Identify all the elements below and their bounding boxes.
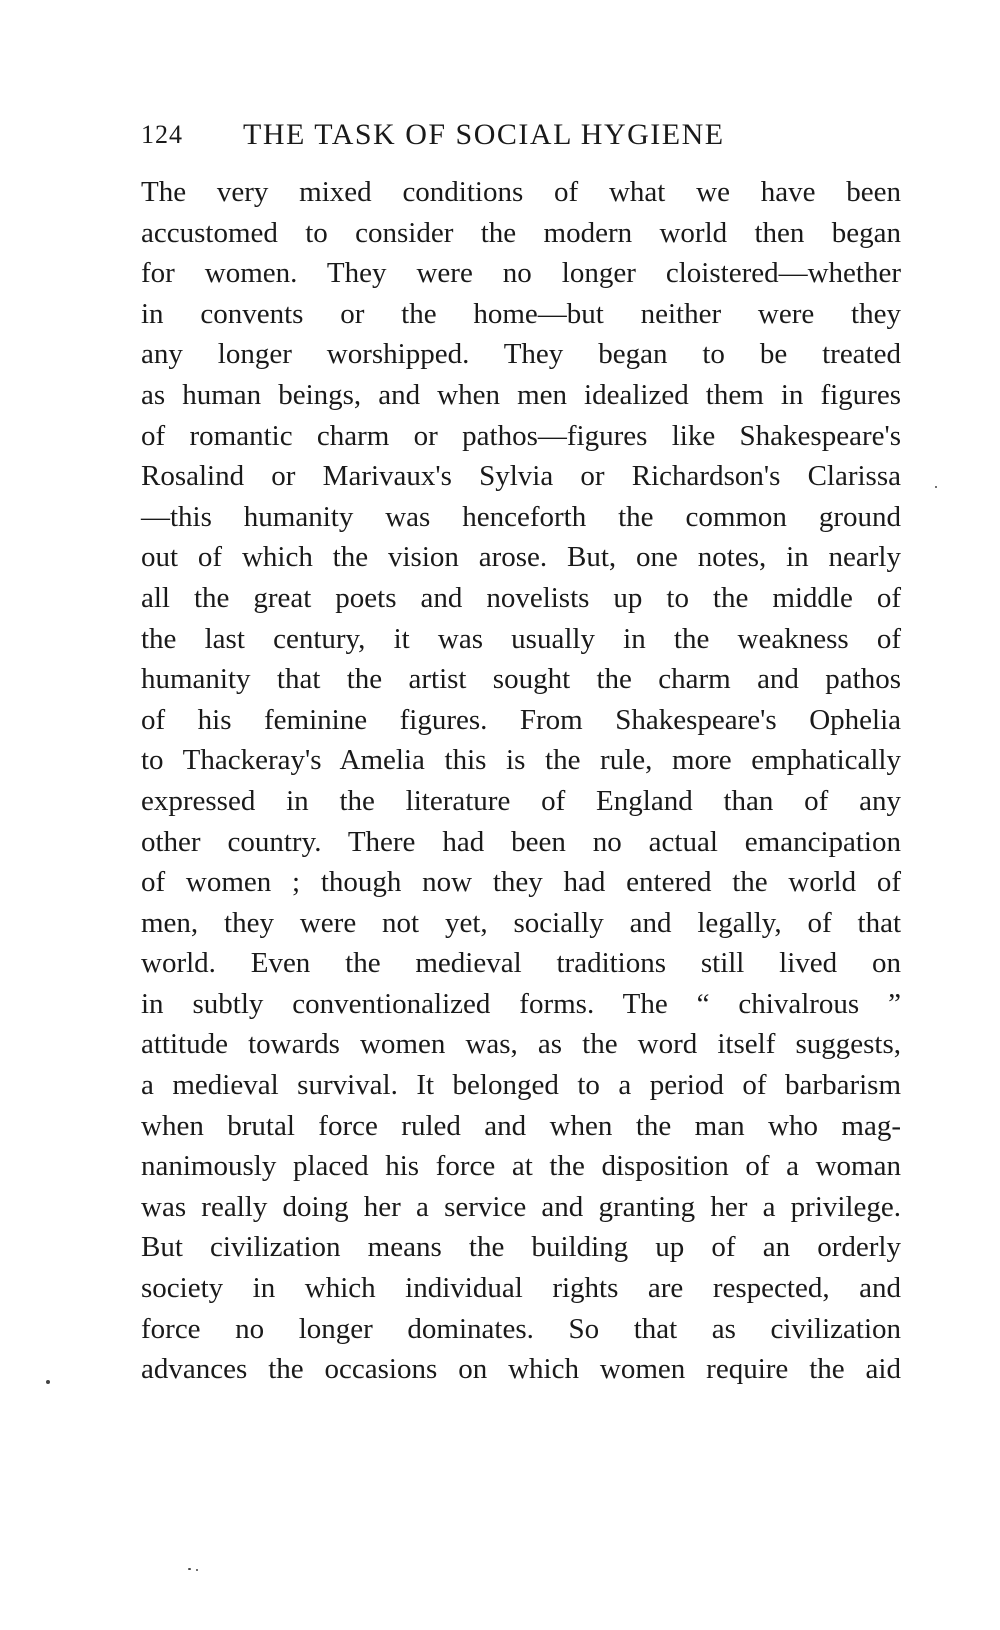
- text-line: accustomed to consider the modern world then began: [141, 216, 901, 249]
- scan-speck: [188, 1568, 191, 1570]
- text-line: of romantic charm or pathos—figures like Shakespeare's: [141, 419, 901, 452]
- text-line: But civilization means the building up of an orderly: [141, 1231, 901, 1264]
- text-line: any longer worshipped. They began to be treated: [141, 338, 901, 371]
- text-line: expressed in the literature of England than of any: [141, 784, 901, 817]
- text-line: of his feminine figures. From Shakespeare's Ophelia: [141, 703, 901, 736]
- text-line: attitude towards women was, as the word itself suggests,: [141, 1028, 901, 1061]
- text-line: —this humanity was henceforth the common ground: [141, 500, 901, 533]
- scan-speck: [196, 1569, 198, 1571]
- text-line: to Thackeray's Amelia this is the rule, more emphatically: [141, 744, 901, 777]
- text-line: in convents or the home—but neither were they: [141, 297, 901, 330]
- text-line: The very mixed conditions of what we have been: [141, 176, 901, 208]
- text-line: advances the occasions on which women require the aid: [141, 1353, 901, 1386]
- text-line: when brutal force ruled and when the man who mag-: [141, 1109, 901, 1142]
- text-line: world. Even the medieval traditions still lived on: [141, 947, 901, 980]
- text-line: in subtly conventionalized forms. The “ chivalrous ”: [141, 987, 901, 1020]
- scan-speck: [935, 486, 937, 488]
- body-text: [141, 172, 901, 1390]
- text-line: a medieval survival. It belonged to a period of barbarism: [141, 1069, 901, 1102]
- text-line: humanity that the artist sought the charm and pathos: [141, 663, 901, 696]
- text-line: all the great poets and novelists up to the middle of: [141, 581, 901, 614]
- text-line: of women ; though now they had entered the world of: [141, 866, 901, 899]
- running-head: [141, 118, 901, 158]
- text-line: Rosalind or Marivaux's Sylvia or Richardson's Clarissa: [141, 460, 901, 493]
- running-title: THE TASK OF SOCIAL HYGIENE: [243, 118, 725, 151]
- scan-speck: [46, 1380, 50, 1384]
- text-line: force no longer dominates. So that as civilization: [141, 1312, 901, 1345]
- text-line: was really doing her a service and granting her a privilege.: [141, 1190, 901, 1223]
- page-number: 124: [141, 120, 183, 149]
- text-line: the last century, it was usually in the weakness of: [141, 622, 901, 655]
- text-line: out of which the vision arose. But, one notes, in nearly: [141, 541, 901, 574]
- text-line: society in which individual rights are respected, and: [141, 1272, 901, 1305]
- text-line: other country. There had been no actual emancipation: [141, 825, 901, 858]
- text-line: nanimously placed his force at the disposition of a woman: [141, 1150, 901, 1183]
- text-line: men, they were not yet, socially and legally, of that: [141, 906, 901, 939]
- text-line: as human beings, and when men idealized them in figures: [141, 378, 901, 411]
- text-line: for women. They were no longer cloistered—whether: [141, 257, 901, 290]
